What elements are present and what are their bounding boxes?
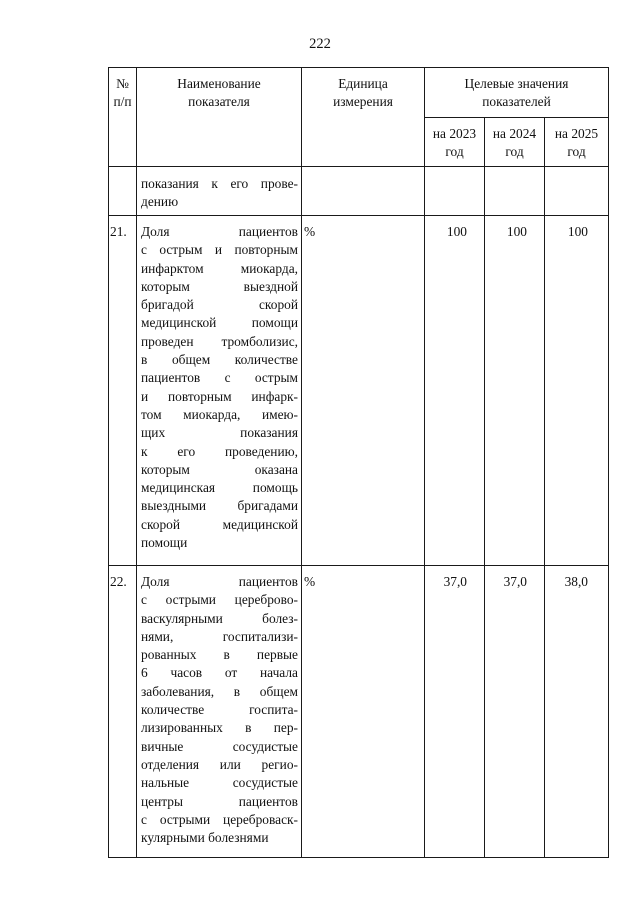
name-line: кулярными болезнями (141, 830, 269, 846)
header-name-line: Наименование (177, 76, 261, 91)
name-line: нальные сосудистые (141, 775, 298, 791)
header-bottom-border (108, 166, 609, 167)
col-left-border (108, 67, 109, 858)
header-year-2025 (545, 125, 608, 162)
name-line: показания к его прове- (141, 176, 298, 191)
name-line: центры пациентов (141, 793, 298, 809)
name-line: скорой медицинской (141, 516, 298, 532)
header-year-line: на 2025 (554, 126, 599, 141)
header-unit (302, 75, 424, 112)
name-line: медицинская помощь (141, 480, 298, 496)
header-targets (425, 75, 608, 112)
header-year-line: на 2024 (492, 126, 537, 141)
header-unit-line: Единица (338, 76, 388, 91)
name-line: которым оказана (141, 461, 298, 477)
name-line: пациентов с острым (141, 370, 298, 386)
col-unit-targets-divider (424, 67, 425, 858)
row-21-value-2023: 100 (446, 224, 467, 239)
header-unit-line: измерения (333, 94, 393, 110)
name-line: количестве госпита- (141, 702, 298, 718)
continued-row-name (141, 175, 298, 212)
name-line: вичные сосудистые (141, 738, 298, 754)
header-year-line: год (445, 144, 464, 160)
name-line: рованных в первые (141, 647, 298, 663)
name-line: нями, госпитализи- (141, 628, 298, 644)
col-right-border (608, 67, 609, 858)
row-21-num: 21. (110, 224, 127, 239)
name-line: к его проведению, (141, 443, 298, 459)
row-21-name (141, 223, 298, 552)
name-line: дению (141, 194, 179, 210)
row-22-name (141, 573, 298, 847)
row-22-value-2023: 37,0 (443, 574, 467, 589)
row-21-value-2024: 100 (506, 224, 527, 239)
name-line: заболевания, в общем (141, 683, 298, 699)
header-targets-line: Целевые значения (464, 76, 569, 91)
header-num-line: № (116, 76, 129, 91)
row-22-num: 22. (110, 574, 127, 589)
row-21-unit: % (304, 224, 316, 239)
name-line: том миокарда, имею- (141, 406, 298, 422)
name-line: инфарктом миокарда, (141, 260, 298, 276)
name-line: бригадой скорой (141, 297, 298, 313)
name-line: отделения или регио- (141, 756, 298, 772)
name-line: щих показания (141, 425, 298, 441)
row-22-value-2024: 37,0 (503, 574, 527, 589)
header-year-line: год (505, 144, 524, 160)
row-22-unit: % (304, 574, 316, 589)
name-line: медицинской помощи (141, 315, 298, 331)
row-22-bottom-border (108, 857, 609, 858)
col-name-unit-divider (301, 67, 302, 858)
header-year-line: год (567, 144, 586, 160)
header-targets-line: показателей (482, 94, 551, 110)
header-name (137, 75, 301, 112)
table-top-border (108, 67, 609, 68)
name-line: лизированных в пер- (141, 720, 298, 736)
name-line: проведен тромболизис, (141, 333, 298, 349)
header-year-2024 (485, 125, 544, 162)
header-num (109, 75, 136, 112)
row-22-value-2025: 38,0 (564, 574, 588, 589)
name-line: 6 часов от начала (141, 665, 298, 681)
header-year-line: на 2023 (432, 126, 477, 141)
header-num-line: п/п (113, 94, 132, 110)
name-line: Доля пациентов (141, 574, 298, 589)
name-line: помощи (141, 535, 188, 551)
name-line: и повторным инфарк- (141, 388, 298, 404)
header-name-line: показателя (188, 94, 250, 110)
row-21-value-2025: 100 (567, 224, 588, 239)
header-year-2023 (425, 125, 484, 162)
name-line: в общем количестве (141, 352, 298, 368)
page-number: 222 (309, 36, 331, 52)
name-line: с острым и повторным (141, 242, 298, 258)
name-line: Доля пациентов (141, 224, 298, 239)
name-line: которым выездной (141, 278, 298, 294)
name-line: с острыми цереброво- (141, 592, 298, 608)
name-line: васкулярными болез- (141, 610, 298, 626)
continued-row-bottom-border (108, 215, 609, 216)
row-21-bottom-border (108, 565, 609, 566)
name-line: выездными бригадами (141, 498, 298, 514)
col-num-name-divider (136, 67, 137, 858)
targets-subheader-border (424, 117, 609, 118)
name-line: с острыми цереброваск- (141, 811, 298, 827)
